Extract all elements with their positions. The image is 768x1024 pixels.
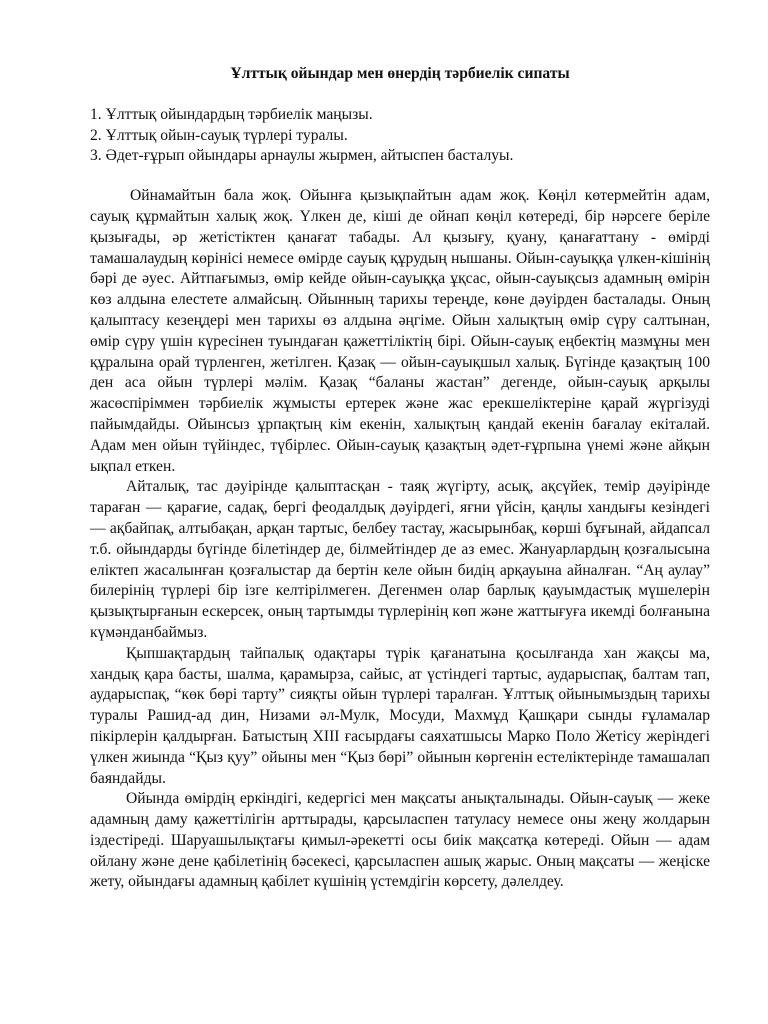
body-paragraph: Ойнамайтын бала жоқ. Ойынға қызықпайтын адам жоқ. Көңіл көтермейтін адам, сауық құрмайтын халық жоқ. Үлкен де, кіші де ойнап көңіл көтереді, бір нәрсеге беріле қызығады, әр жетістіктен қанағат табады. Ал қызығу, қуану, қанағаттану - өмірді тамашалаудың көрінісі немесе өмірде сауық құрудың нышаны. Ойын-сауыққа үлкен-кішінің бәрі де әуес. Айтпағымыз, өмір кейде ойын-сауыққа ұқсас, ойын-сауықсыз адамның өмірін көз алдына елестете алмайсың. Ойынның тарихы тереңде, көне дәуірден басталады. Оның қалыптасу кезеңдері мен тарихы өз алдына әңгіме. Ойын халықтың өмір сүру салтынан, өмір сүру үшін күресінен туындаған қажеттіліктің бірі. Ойын-сауық еңбектің мазмұны мен құралына орай түрленген, жетілген. Қазақ — ойын-сауықшыл халық. Бүгінде қазақтың 100 ден аса ойын түрлері мәлім. Қазақ “баланы жастан” дегенде, ойын-сауық арқылы жасөспіріммен тәрбиелік жұмысты ертерек және жас ерекшеліктеріне қарай жүргізуді пайымдайды. Ойынсыз ұрпақтың кім екенін, халықтың қандай екенін бағалау екіталай. Адам мен ойын түйіндес, түбірлес. Ойын-сауық қазақтың әдет-ғұрпына үнемі және айқын ықпал еткен.	[90, 187, 710, 475]
body-paragraph: Ойында өмірдің еркіндігі, кедергісі мен мақсаты анықталынады. Ойын-сауық — жеке адамның даму қажеттілігін арттырады, қарсыласпен татуласу немесе оны жеңу жолдарын іздестіреді. Шаруашылықтағы қимыл-әрекетті осы биік мақсатқа көтереді. Ойын — адам ойлану және дене қабілетінің бәсекесі, қарсыласпен ашық жарыс. Оның мақсаты — жеңіске жету, ойындағы адамның қабілет күшінің үстемдігін көрсету, дәлелдеу.	[90, 790, 710, 891]
outline-list	[90, 105, 710, 167]
outline-item: 3. Әдет-ғұрып ойындары арнаулы жырмен, айтыспен басталуы.	[90, 147, 514, 165]
body-paragraph: Айталық, тас дәуірінде қалыптасқан - таяқ жүгірту, асық, ақсүйек, темір дәуірінде тараған — қарағие, садақ, бергі феодалдық дәуірдегі, яғни үйсін, қаңлы хандығы кезіндегі — ақбайпақ, алтыбақан, арқан тартыс, белбеу тастау, жасырынбақ, көрші бұғынай, айдапсал т.б. ойындарды бүгінде білетіндер де, білмейтіндер де аз емес. Жануарлардың қозғалысына еліктеп жасалынған қозғалыстар да бертін келе ойын бидің арқауына айналған. “Аң аулау” билерінің түрлері бір ізге келтірілмеген. Дегенмен олар барлық қауымдастық мүшелерін қызықтырғанын ескерсек, оның тартымды түрлерінің көп және жаттығуға икемді болғанына күмәнданбаймыз.	[90, 478, 710, 641]
document-title: Ұлттық ойындар мен өнердің тәрбиелік сипаты	[230, 65, 570, 82]
outline-item: 1. Ұлттық ойындардың тәрбиелік маңызы.	[90, 105, 373, 123]
document-page	[90, 64, 710, 893]
outline-item: 2. Ұлттық ойын-сауық түрлері туралы.	[90, 126, 348, 144]
body-paragraph: Қыпшақтардың тайпалық одақтары түрік қағанатына қосылғанда хан жақсы ма, хандық қара басты, шалма, қарамырза, сайыс, ат үстіндегі тартыс, аударыспақ, балтам тап, аударыспақ, “көк бөрі тарту” сияқты ойын түрлері таралған. Ұлттық ойынымыздың тарихы туралы Рашид-ад дин, Низами әл-Мулк, Мосуди, Махмұд Қашқари сынды ғұламалар пікірлерін қалдырған. Батыстың ХІІІ ғасырдағы саяхатшысы Марко Поло Жетісу жеріндегі үлкен жиында “Қыз қуу” ойыны мен “Қыз бөрі” ойынын көргенін естеліктерінде тамашалап баяндайды.	[90, 644, 710, 787]
